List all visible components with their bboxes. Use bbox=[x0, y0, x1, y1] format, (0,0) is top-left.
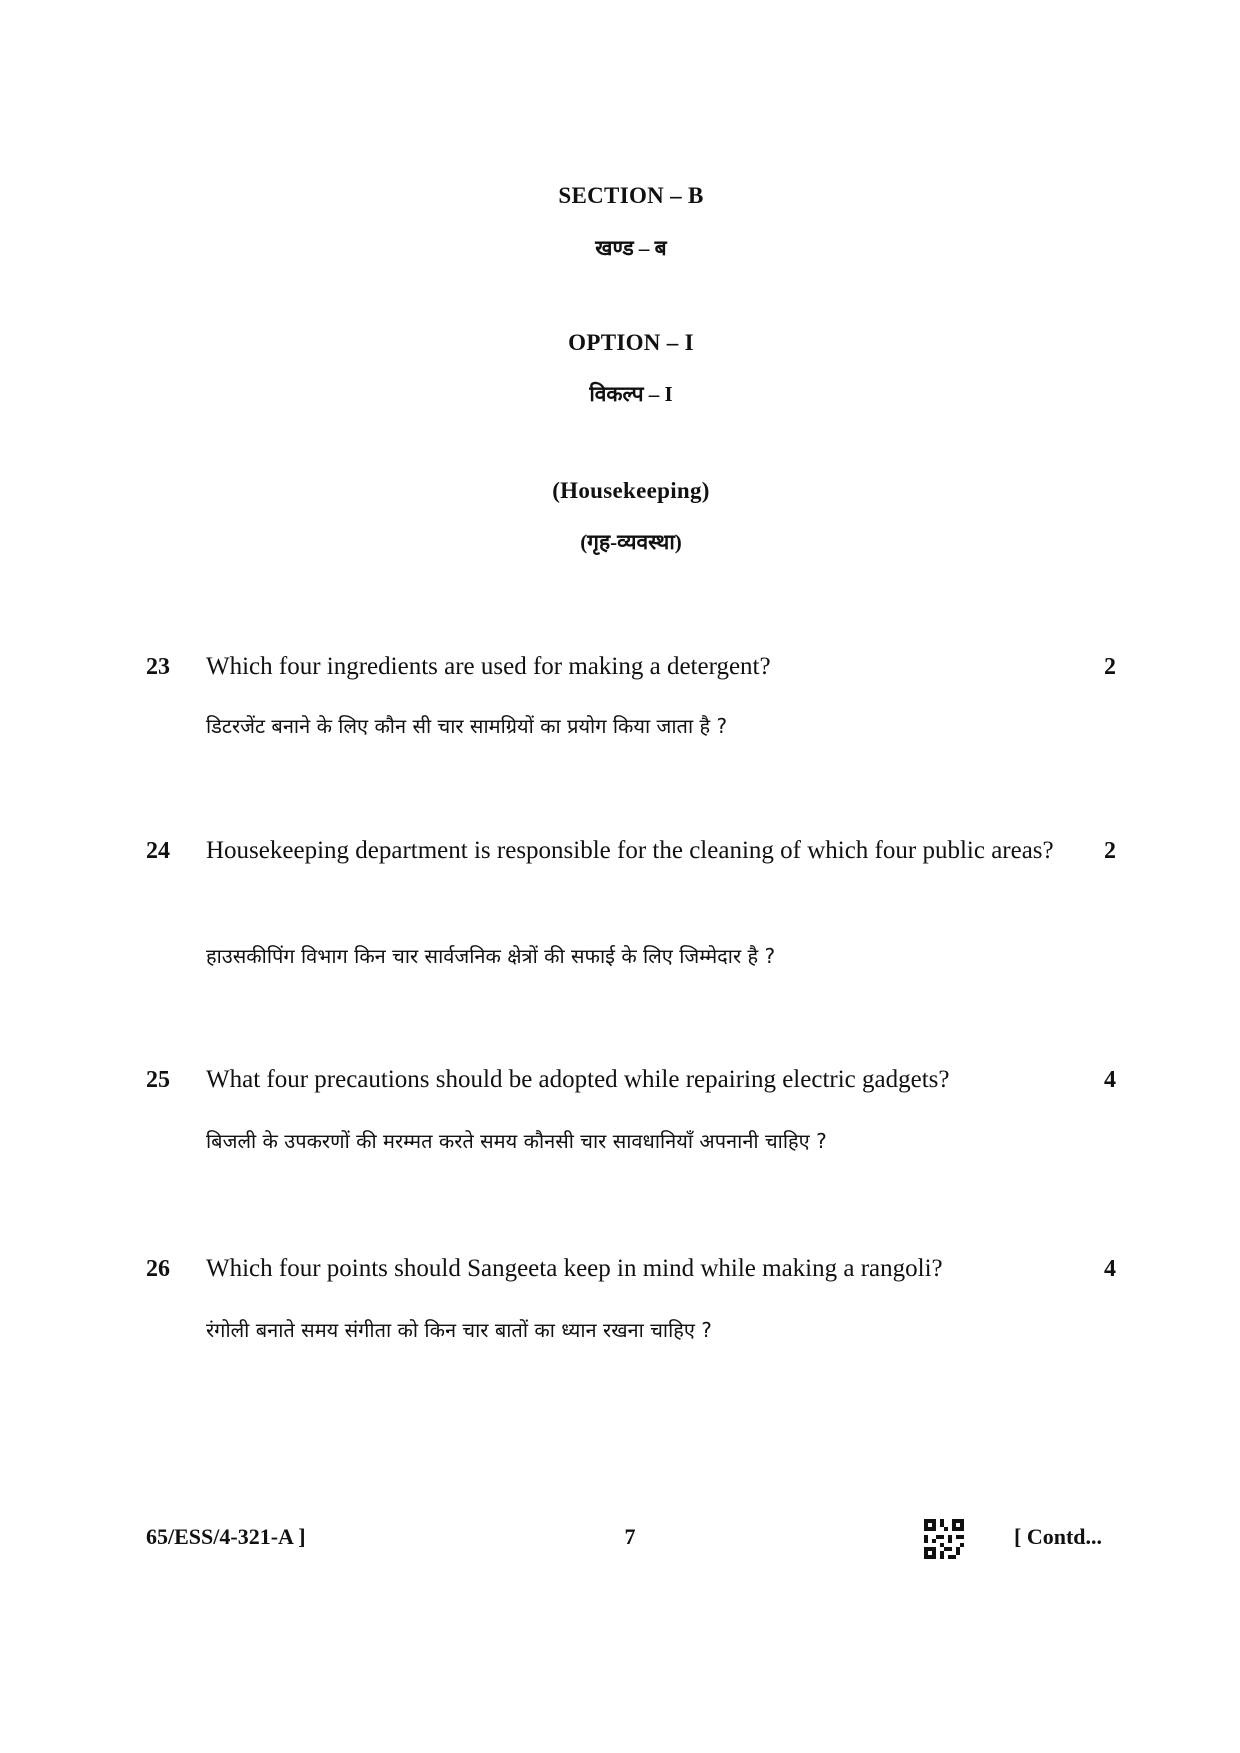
question-text-hindi: डिटरजेंट बनाने के लिए कौन सी चार सामग्रियों का प्रयोग किया जाता है ? bbox=[206, 714, 728, 738]
paper-code: 65/ESS/4-321-A ] bbox=[146, 1524, 306, 1549]
question-text-english: Which four ingredients are used for making a detergent? bbox=[206, 653, 771, 680]
question-marks: 4 bbox=[1104, 1067, 1116, 1093]
question-number: 24 bbox=[146, 838, 170, 864]
question-number: 26 bbox=[146, 1256, 170, 1282]
subject-title: (Housekeeping) bbox=[552, 478, 710, 503]
question-marks: 2 bbox=[1104, 654, 1116, 680]
option-title: OPTION – I bbox=[568, 330, 694, 355]
section-title: SECTION – B bbox=[558, 183, 704, 208]
question-number: 25 bbox=[146, 1067, 170, 1093]
question-text-hindi: हाउसकीपिंग विभाग किन चार सार्वजनिक क्षेत्रों की सफाई के लिए जिम्मेदार है ? bbox=[206, 944, 776, 968]
question-text-hindi: बिजली के उपकरणों की मरम्मत करते समय कौनसी चार सावधानियाँ अपनानी चाहिए ? bbox=[206, 1129, 827, 1153]
question-marks: 2 bbox=[1104, 838, 1116, 864]
question-text-english: Housekeeping department is responsible for the cleaning of which four public areas? bbox=[206, 837, 1054, 864]
qr-code-icon bbox=[924, 1519, 964, 1559]
page-number: 7 bbox=[624, 1524, 636, 1549]
section-title-hindi: खण्ड – ब bbox=[595, 236, 667, 260]
question-text-english: Which four points should Sangeeta keep in mind while making a rangoli? bbox=[206, 1255, 943, 1282]
continued-label: [ Contd... bbox=[1014, 1524, 1103, 1549]
option-title-hindi: विकल्प – I bbox=[589, 382, 673, 406]
question-text-hindi: रंगोली बनाते समय संगीता को किन चार बातों का ध्यान रखना चाहिए ? bbox=[206, 1318, 712, 1342]
question-number: 23 bbox=[146, 654, 170, 680]
question-marks: 4 bbox=[1104, 1256, 1116, 1282]
question-text-english: What four precautions should be adopted while repairing electric gadgets? bbox=[206, 1066, 950, 1093]
subject-title-hindi: (गृह-व्यवस्था) bbox=[580, 530, 682, 554]
